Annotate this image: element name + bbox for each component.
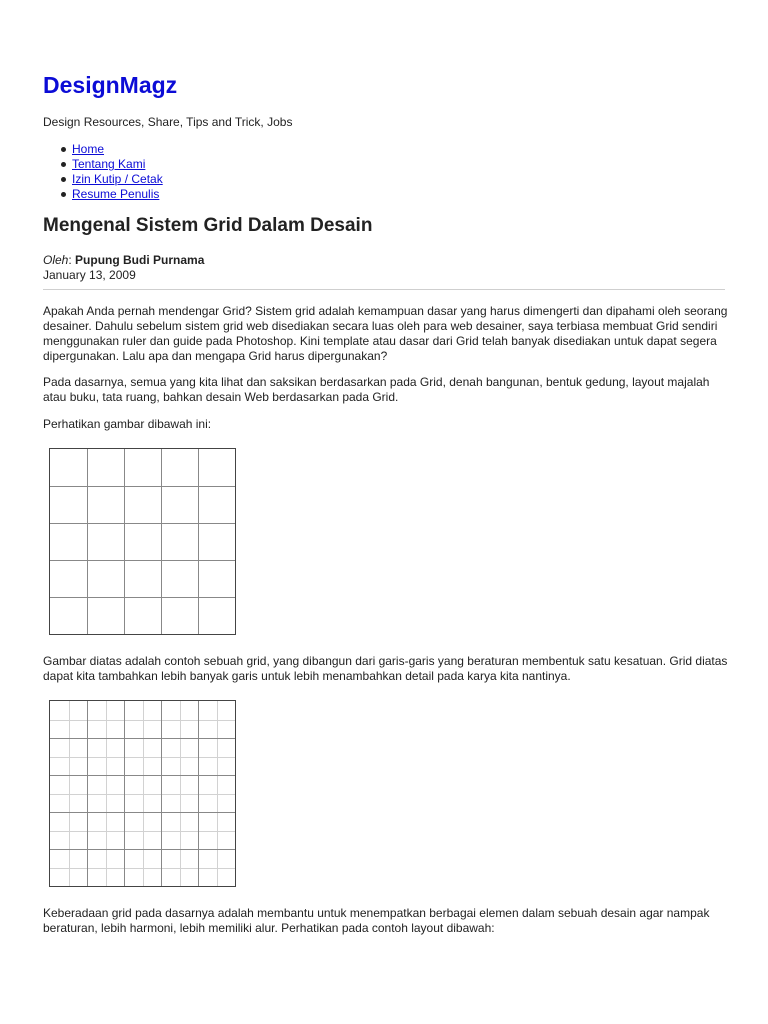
grid-lines bbox=[50, 701, 235, 886]
paragraph-grid-explanation: Gambar diatas adalah contoh sebuah grid, yang dibangun dari garis-garis yang beraturan membentuk satu kesatuan. Grid diatas dapat kita tambahkan lebih banyak garis untuk lebih menambahkan detail pada karya kita nantinya. bbox=[43, 654, 728, 683]
simple-grid-figure bbox=[49, 448, 236, 635]
nav-item-resume-penulis bbox=[43, 187, 163, 202]
paragraph-look: Perhatikan gambar dibawah ini: bbox=[43, 417, 212, 431]
paragraph-basis: Pada dasarnya, semua yang kita lihat dan saksikan berdasarkan pada Grid, denah bangunan, bentuk gedung, layout majalah atau buku, tata ruang, bahkan desain Web berdasarkan pada Grid. bbox=[43, 375, 710, 404]
grid-lines bbox=[50, 449, 235, 634]
post-byline: Oleh: Pupung Budi Purnama bbox=[43, 253, 205, 267]
post-date: January 13, 2009 bbox=[43, 268, 136, 282]
nav-item-izin-kutip bbox=[43, 172, 163, 187]
post-author: Pupung Budi Purnama bbox=[75, 253, 205, 267]
site-title-link[interactable]: DesignMagz bbox=[43, 72, 178, 98]
nav-link-home[interactable]: Home bbox=[72, 142, 105, 156]
post-divider bbox=[43, 289, 725, 290]
paragraph-layout: Keberadaan grid pada dasarnya adalah membantu untuk menempatkan berbagai elemen dalam sebuah desain agar nampak beraturan, lebih harmoni, lebih memiliki alur. Perhatikan pada contoh layout dibawah: bbox=[43, 906, 710, 935]
post-title: Mengenal Sistem Grid Dalam Desain bbox=[43, 215, 373, 236]
nav-link-resume-penulis[interactable]: Resume Penulis bbox=[72, 187, 160, 201]
site-tagline: Design Resources, Share, Tips and Trick, Jobs bbox=[43, 115, 293, 129]
nav-item-tentang-kami bbox=[43, 157, 163, 172]
main-nav bbox=[43, 142, 163, 202]
nav-item-home bbox=[43, 142, 163, 157]
paragraph-intro: Apakah Anda pernah mendengar Grid? Sistem grid adalah kemampuan dasar yang harus dimengerti dan dipahami oleh seorang desainer. Dahulu sebelum sistem grid web disediakan secara luas oleh para web desainer, saya terbiasa membuat Grid sendiri menggunakan ruler dan guide pada Photoshop. Kini template atau dasar dari Grid telah banyak disediakan untuk dapat segera dipergunakan. Lalu apa dan mengapa Grid harus dipergunakan? bbox=[43, 304, 728, 363]
byline-prefix: Oleh bbox=[43, 253, 69, 267]
detailed-grid-figure bbox=[49, 700, 236, 887]
nav-link-tentang-kami[interactable]: Tentang Kami bbox=[72, 157, 146, 171]
nav-link-izin-kutip[interactable]: Izin Kutip / Cetak bbox=[72, 172, 163, 186]
